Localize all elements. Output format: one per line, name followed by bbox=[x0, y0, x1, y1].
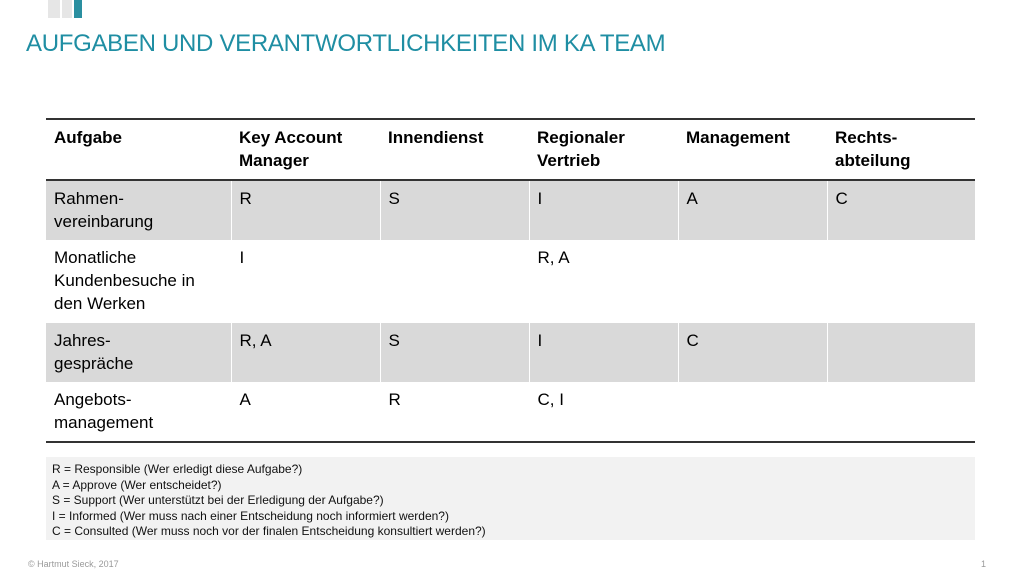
header-regionaler-vertrieb: Regionaler Vertrieb bbox=[529, 119, 678, 180]
table-row bbox=[46, 323, 975, 382]
header-rechtsabteilung: Rechts- abteilung bbox=[827, 119, 975, 180]
role-cell bbox=[827, 382, 975, 442]
task-cell: Jahres- gespräche bbox=[46, 323, 231, 382]
raci-legend bbox=[46, 457, 975, 540]
legend-consulted: C = Consulted (Wer muss noch vor der finalen Entscheidung konsultiert werden?) bbox=[52, 524, 486, 538]
role-cell bbox=[678, 382, 827, 442]
slide-title: AUFGABEN UND VERANTWORTLICHKEITEN IM KA TEAM bbox=[26, 30, 666, 57]
role-cell bbox=[827, 240, 975, 323]
role-cell bbox=[380, 240, 529, 323]
header-key-account-manager: Key Account Manager bbox=[231, 119, 380, 180]
role-cell bbox=[678, 240, 827, 323]
role-cell: S bbox=[380, 180, 529, 240]
role-cell: I bbox=[529, 180, 678, 240]
role-cell: I bbox=[231, 240, 380, 323]
page-number: 1 bbox=[980, 559, 986, 569]
header-innendienst: Innendienst bbox=[380, 119, 529, 180]
header-aufgabe: Aufgabe bbox=[46, 119, 231, 180]
task-cell: Angebots- management bbox=[46, 382, 231, 442]
table-row bbox=[46, 382, 975, 442]
copyright-footer: © Hartmut Sieck, 2017 bbox=[28, 559, 119, 569]
role-cell: R bbox=[231, 180, 380, 240]
legend-informed: I = Informed (Wer muss nach einer Entscheidung noch informiert werden?) bbox=[52, 508, 449, 523]
table-row bbox=[46, 180, 975, 240]
legend-responsible: R = Responsible (Wer erledigt diese Aufgabe?) bbox=[52, 462, 303, 476]
role-cell: R, A bbox=[529, 240, 678, 323]
role-cell bbox=[827, 323, 975, 382]
role-cell: I bbox=[529, 323, 678, 382]
raci-table bbox=[46, 118, 975, 443]
task-cell: Monatliche Kundenbesuche in den Werken bbox=[46, 240, 231, 323]
logo-mark bbox=[48, 0, 88, 18]
legend-support: S = Support (Wer unterstützt bei der Erledigung der Aufgabe?) bbox=[52, 493, 384, 507]
role-cell: A bbox=[678, 180, 827, 240]
legend-approve: A = Approve (Wer entscheidet?) bbox=[52, 477, 222, 492]
role-cell: S bbox=[380, 323, 529, 382]
role-cell: C bbox=[678, 323, 827, 382]
task-cell: Rahmen- vereinbarung bbox=[46, 180, 231, 240]
table-header-row bbox=[46, 119, 975, 180]
role-cell: R, A bbox=[231, 323, 380, 382]
role-cell: C bbox=[827, 180, 975, 240]
header-management: Management bbox=[678, 119, 827, 180]
role-cell: C, I bbox=[529, 382, 678, 442]
table-row bbox=[46, 240, 975, 323]
role-cell: A bbox=[231, 382, 380, 442]
role-cell: R bbox=[380, 382, 529, 442]
